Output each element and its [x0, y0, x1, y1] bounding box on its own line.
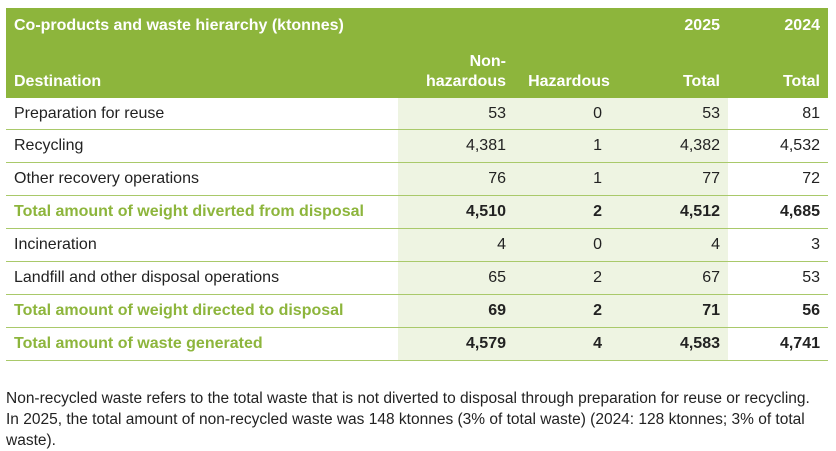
table-row: [6, 98, 828, 130]
table-title: Co-products and waste hierarchy (ktonnes): [6, 8, 624, 44]
total-2025-value: 4,382: [624, 130, 728, 163]
total-2025-value: 53: [624, 98, 728, 130]
nonhazardous-value: 4,510: [398, 196, 514, 229]
table-row: [6, 229, 828, 262]
total-2024-value: 72: [728, 163, 828, 196]
total-2025-value: 71: [624, 295, 728, 328]
row-label: Incineration: [6, 229, 398, 262]
row-label: Preparation for reuse: [6, 98, 398, 130]
year-2024-header: 2024: [728, 8, 828, 44]
total-2024-value: 4,741: [728, 328, 828, 361]
total-2025-value: 67: [624, 262, 728, 295]
total-2025-value: 77: [624, 163, 728, 196]
total-2024-value: 81: [728, 98, 828, 130]
total-2024-value: 53: [728, 262, 828, 295]
total-2024-header: Total: [728, 44, 828, 98]
total-2025-header: Total: [624, 44, 728, 98]
nonhazardous-value: 76: [398, 163, 514, 196]
footnote: Non-recycled waste refers to the total waste that is not diverted to disposal through preparation for reuse or recycling. In 2025, the total amount of non-recycled waste was 148 ktonnes (3% of total waste) (2024: 128 ktonnes; 3% of total waste).: [6, 389, 810, 449]
total-row-disposal: [6, 295, 828, 328]
nonhazardous-value: 69: [398, 295, 514, 328]
total-2024-value: 56: [728, 295, 828, 328]
nonhazardous-value: 4,579: [398, 328, 514, 361]
total-row-generated: [6, 328, 828, 361]
nonhazardous-value: 53: [398, 98, 514, 130]
total-row-diverted: [6, 196, 828, 229]
total-2024-value: 4,685: [728, 196, 828, 229]
row-label: Total amount of weight directed to disposal: [6, 295, 398, 328]
total-2025-value: 4: [624, 229, 728, 262]
hazardous-value: 1: [514, 163, 624, 196]
hazardous-value: 0: [514, 98, 624, 130]
table-row: [6, 262, 828, 295]
hazardous-value: 2: [514, 196, 624, 229]
nonhazardous-value: 4: [398, 229, 514, 262]
hazardous-value: 4: [514, 328, 624, 361]
hazardous-value: 2: [514, 295, 624, 328]
table-row: [6, 163, 828, 196]
year-2025-header: 2025: [624, 8, 728, 44]
row-label: Recycling: [6, 130, 398, 163]
column-header-row: [6, 44, 828, 98]
waste-hierarchy-table: [6, 8, 828, 361]
destination-header: Destination: [6, 44, 398, 98]
hazardous-value: 2: [514, 262, 624, 295]
total-2024-value: 3: [728, 229, 828, 262]
row-label: Other recovery operations: [6, 163, 398, 196]
nonhazardous-header: [398, 44, 514, 98]
total-2025-value: 4,512: [624, 196, 728, 229]
nonhazardous-header-line2: hazardous: [425, 73, 506, 90]
row-label: Total amount of waste generated: [6, 328, 398, 361]
hazardous-value: 0: [514, 229, 624, 262]
nonhazardous-value: 4,381: [398, 130, 514, 163]
row-label: Landfill and other disposal operations: [6, 262, 398, 295]
total-2024-value: 4,532: [728, 130, 828, 163]
table-row: [6, 130, 828, 163]
total-2025-value: 4,583: [624, 328, 728, 361]
nonhazardous-value: 65: [398, 262, 514, 295]
table-title-row: [6, 8, 828, 44]
hazardous-header: Hazardous: [514, 44, 624, 98]
nonhazardous-header-line1: Non-: [469, 53, 506, 70]
row-label: Total amount of weight diverted from disposal: [6, 196, 398, 229]
hazardous-value: 1: [514, 130, 624, 163]
